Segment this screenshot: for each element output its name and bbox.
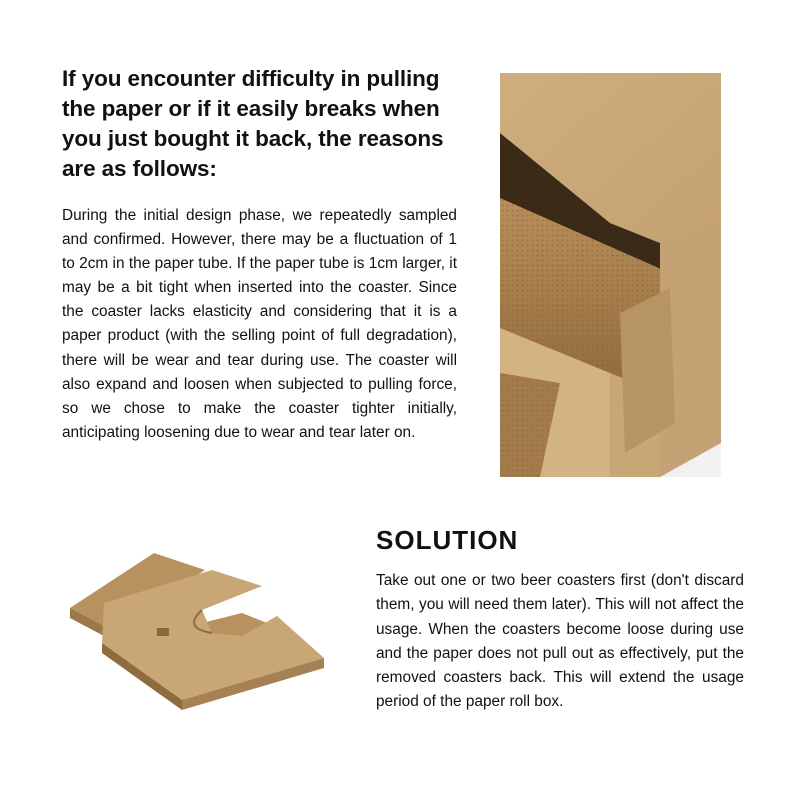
intro-body: During the initial design phase, we repeatedly sampled and confirmed. However, there may be a fluctuation of 1 to 2cm in the paper tube. If the paper tube is 1cm larger, it may be a bit tight when inserted into the coaster. Since the coaster lacks elasticity and considering that it is a paper product (with the selling point of full degradation), there will be wear and tear during use. The coaster will also expand and loosen when subjected to pulling force, so we chose to make the coaster tighter initially, anticipating loosening due to wear and tear later on.: [62, 207, 457, 441]
cardboard-coasters-photo: [62, 548, 330, 713]
solution-body: Take out one or two beer coasters first (don't discard them, you will need them later). This will not affect the usage. When the coasters become loose during use and the paper does not pull out as effectively, put the removed coasters back. This will extend the usage period of the paper roll box.: [376, 572, 744, 711]
paper-roll-box-photo: [500, 73, 721, 477]
solution-title: SOLUTION: [376, 525, 519, 555]
intro-heading: If you encounter difficulty in pulling the paper or if it easily breaks when you just bought it back, the reasons are as follows:: [62, 66, 444, 181]
